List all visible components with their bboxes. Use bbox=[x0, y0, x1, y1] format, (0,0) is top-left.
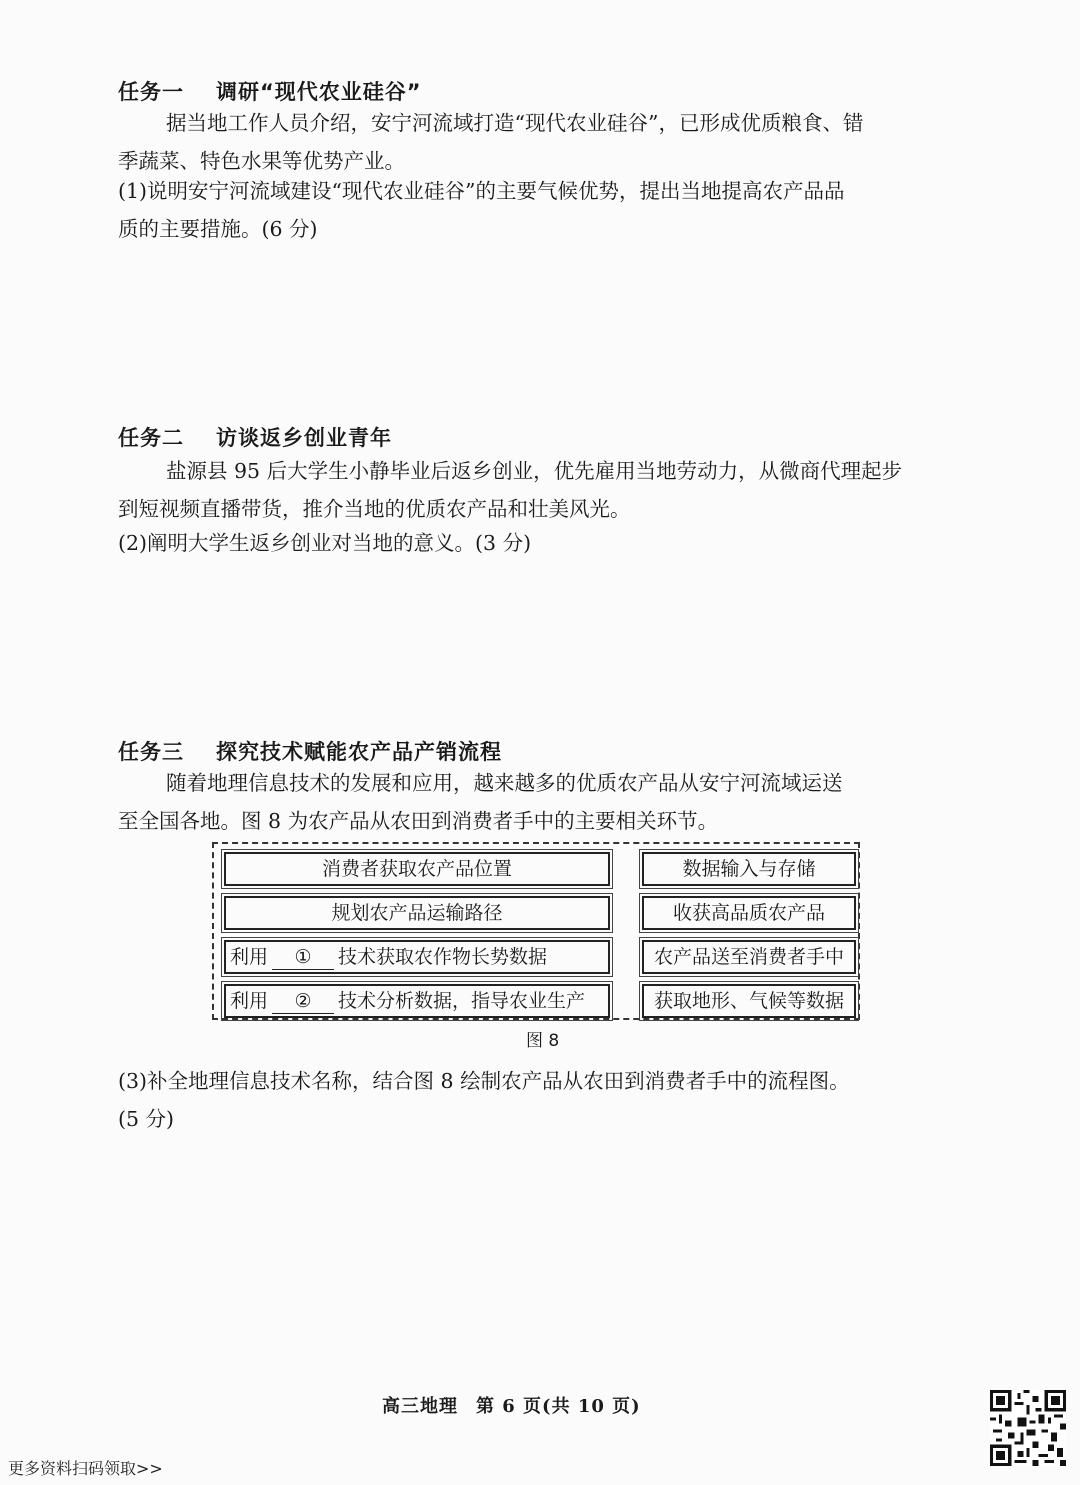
qr-code-icon[interactable] bbox=[990, 1390, 1066, 1466]
task1-title: 调研“现代农业硅谷” bbox=[216, 80, 422, 104]
question-3-line: (5 分) bbox=[118, 1107, 175, 1131]
step-plan-route: 规划农产品运输路径 bbox=[224, 896, 610, 930]
task1-intro-line: 据当地工作人员介绍，安宁河流域打造“现代农业硅谷”，已形成优质粮食、错 bbox=[166, 111, 864, 135]
step-crop-growth-data bbox=[224, 940, 610, 974]
question-3 bbox=[118, 1062, 850, 1138]
step-suffix: 技术获取农作物长势数据 bbox=[338, 946, 548, 968]
step-data-input-storage: 数据输入与存储 bbox=[642, 852, 856, 886]
step-suffix: 技术分析数据，指导农业生产 bbox=[338, 990, 586, 1012]
blank-1: ① bbox=[272, 945, 334, 970]
task2-intro-line: 到短视频直播带货，推介当地的优质农产品和壮美风光。 bbox=[118, 497, 631, 521]
task1-intro bbox=[118, 104, 963, 180]
footer-subject: 高三地理 bbox=[382, 1396, 458, 1417]
step-harvest: 收获高品质农产品 bbox=[642, 896, 856, 930]
task2-heading bbox=[118, 422, 392, 452]
task3-intro bbox=[118, 764, 963, 840]
step-prefix: 利用 bbox=[230, 990, 269, 1012]
task3-label: 任务三 bbox=[118, 740, 184, 764]
step-analyze-data bbox=[224, 984, 610, 1018]
question-1 bbox=[118, 172, 845, 248]
question-2 bbox=[118, 524, 531, 562]
step-deliver: 农产品送至消费者手中 bbox=[642, 940, 856, 974]
step-terrain-climate-data: 获取地形、气候等数据 bbox=[642, 984, 856, 1018]
blank-2: ② bbox=[272, 989, 334, 1014]
task1-heading bbox=[118, 76, 422, 106]
task2-intro bbox=[118, 452, 963, 528]
task3-title: 探究技术赋能农产品产销流程 bbox=[216, 740, 502, 764]
task2-label: 任务二 bbox=[118, 426, 184, 450]
more-resources-link[interactable]: 更多资料扫码领取>> bbox=[8, 1459, 163, 1478]
page-footer bbox=[382, 1392, 659, 1418]
task1-intro-line: 季蔬菜、特色水果等优势产业。 bbox=[118, 149, 405, 173]
task3-intro-line: 至全国各地。图 8 为农产品从农田到消费者手中的主要相关环节。 bbox=[118, 809, 719, 833]
step-consumer-location: 消费者获取农产品位置 bbox=[224, 852, 610, 886]
figure-caption: 图 8 bbox=[526, 1031, 560, 1051]
task3-intro-line: 随着地理信息技术的发展和应用，越来越多的优质农产品从安宁河流域运送 bbox=[166, 771, 843, 795]
figure-8 bbox=[212, 842, 860, 1020]
step-prefix: 利用 bbox=[230, 946, 269, 968]
task2-title: 访谈返乡创业青年 bbox=[216, 426, 392, 450]
question-2-line: (2)阐明大学生返乡创业对当地的意义。(3 分) bbox=[118, 531, 532, 555]
task2-intro-line: 盐源县 95 后大学生小静毕业后返乡创业，优先雇用当地劳动力，从微商代理起步 bbox=[166, 459, 903, 483]
task1-label: 任务一 bbox=[118, 80, 184, 104]
question-1-line: 质的主要措施。(6 分) bbox=[118, 217, 318, 241]
footer-page-number: 第 6 页(共 10 页) bbox=[476, 1396, 641, 1417]
question-1-line: (1)说明安宁河流域建设“现代农业硅谷”的主要气候优势，提出当地提高农产品品 bbox=[118, 179, 845, 203]
question-3-line: (3)补全地理信息技术名称，结合图 8 绘制农产品从农田到消费者手中的流程图。 bbox=[118, 1069, 850, 1093]
task3-heading bbox=[118, 736, 502, 766]
